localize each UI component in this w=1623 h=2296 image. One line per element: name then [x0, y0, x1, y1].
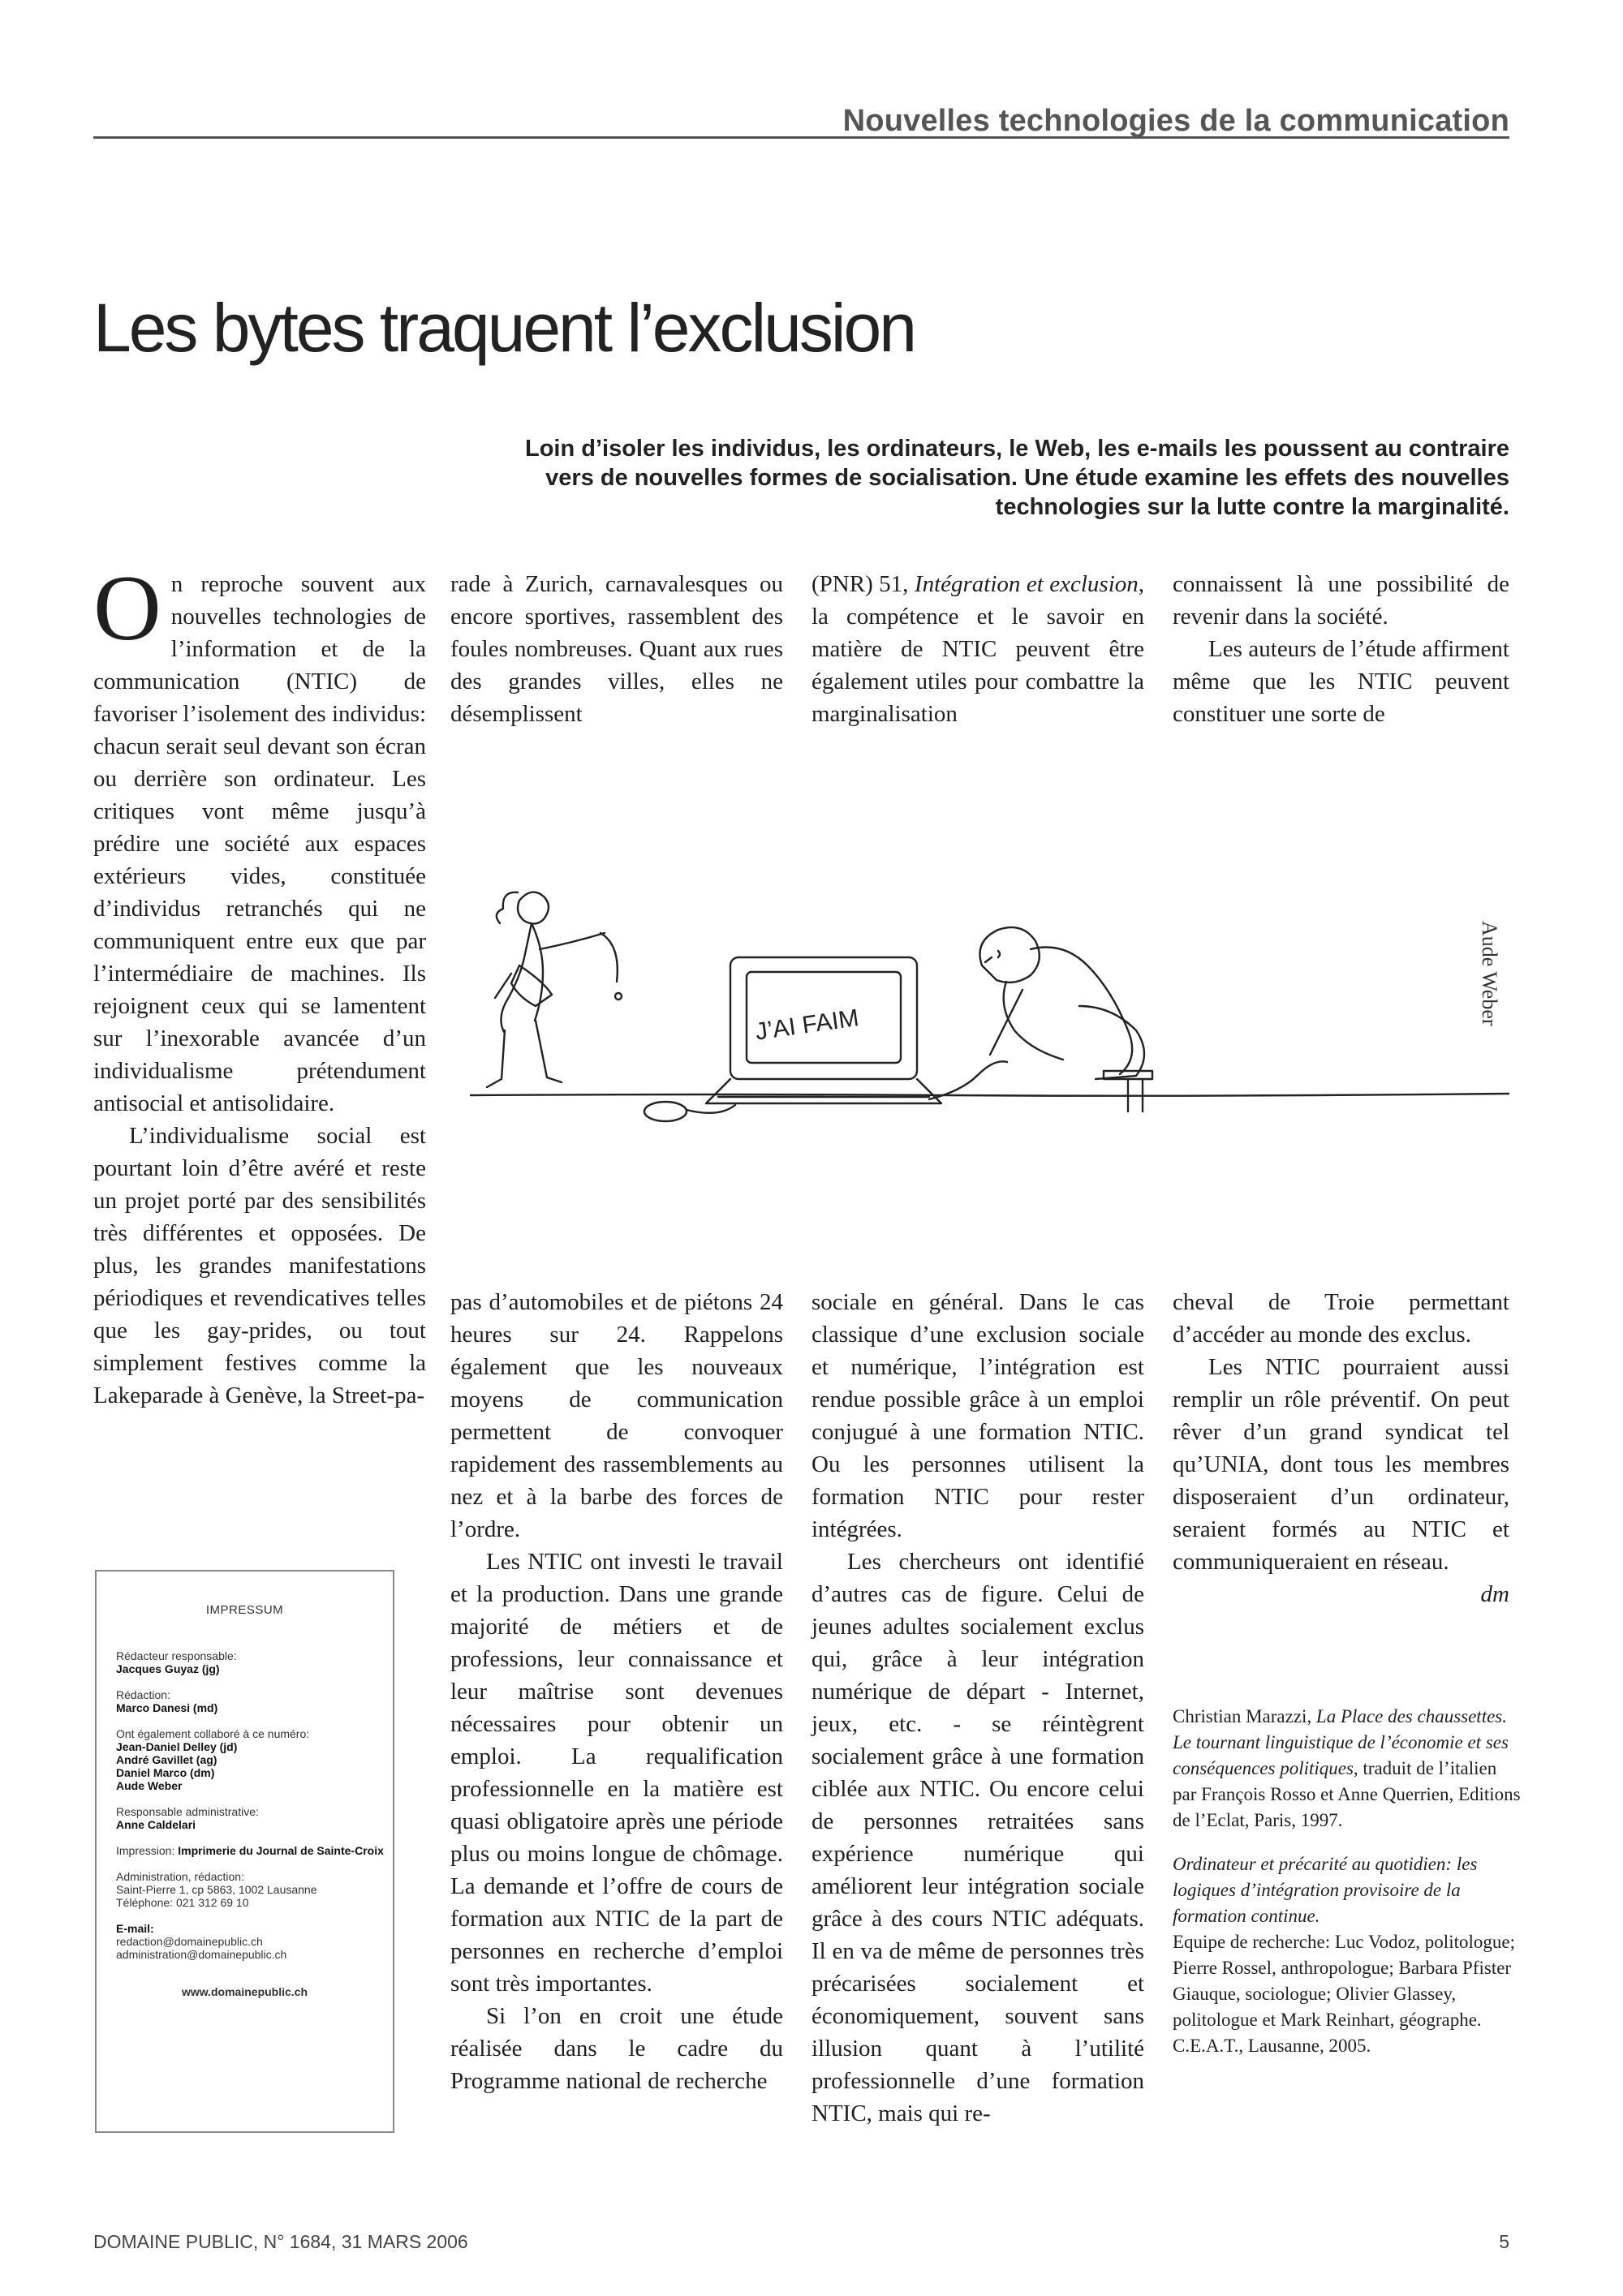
- column-4-top: [1173, 568, 1509, 730]
- impressum-collaborators: [116, 1727, 393, 1792]
- author-signature: dm: [1480, 1581, 1509, 1607]
- ref-title: Ordinateur et précarité au quotidien: les logiques d’intégration provisoire de la formation continue.: [1173, 1854, 1478, 1926]
- label: Administration, rédaction:: [116, 1870, 244, 1883]
- paragraph: [93, 557, 426, 1120]
- crouching-figure: [980, 927, 1153, 1111]
- impressum-title: IMPRESSUM: [205, 1603, 284, 1617]
- paragraph-text: Les NTIC pourraient aussi remplir un rôle préventif. On peut rêver d’un grand syndicat tel qu’UNIA, dont tous les membres disposeraient d’un ordinateur, seraient formés au NTIC et communiqueraient en réseau.: [1173, 1354, 1509, 1575]
- impressum-address: [116, 1870, 393, 1909]
- illustration-credit: Aude Weber: [1478, 921, 1501, 1026]
- paragraph: Si l’on en croit une étude réalisée dans le cadre du Programme national de recherche: [450, 2003, 783, 2094]
- label: Rédacteur responsable:: [116, 1649, 237, 1662]
- section-title: Nouvelles technologies de la communication: [842, 104, 1509, 138]
- column-2-bottom: [450, 1286, 783, 2097]
- paragraph: cheval de Troie permettant d’accéder au monde des exclus.: [1173, 1289, 1509, 1348]
- impressum-email: [116, 1922, 393, 1961]
- paragraph: [1173, 1351, 1509, 1607]
- impressum-redacteur: [116, 1649, 393, 1675]
- dropcap: O: [93, 557, 161, 660]
- column-4-bottom: [1173, 1286, 1509, 1610]
- woman-figure: [487, 892, 605, 1087]
- column-2-top: [450, 568, 783, 730]
- value: Anne Caldelari: [116, 1818, 196, 1831]
- label: Rédaction:: [116, 1688, 170, 1701]
- ref-details: , traduit de l’italien par François Rosso et Anne Querrien, Editions de l’Eclat, Paris, 1997.: [1173, 1758, 1521, 1830]
- email-link[interactable]: redaction@domainepublic.ch: [116, 1935, 263, 1948]
- footer-publication: DOMAINE PUBLIC, N° 1684, 31 MARS 2006: [93, 2231, 468, 2252]
- value: Saint-Pierre 1, cp 5863, 1002 Lausanne: [116, 1883, 317, 1896]
- program-title: Intégration et exclusion: [914, 571, 1139, 597]
- ground-line: [471, 1094, 1509, 1096]
- paragraph: Les chercheurs ont identifié d’autres cas de figure. Celui de jeunes adultes socialement exclus qui, grâce à leur intégration numérique de départ - Internet, jeux, etc. - se réintègrent socialement grâce à une formation ciblée aux NTIC. Ou encore celui de personnes retraitées sans expérience numérique qui améliorent leur intégration sociale grâce à des cours NTIC adéquats. Il en va de même de personnes très précarisées socialement et économiquement, souvent sans illusion quant à l’utilité professionnelle d’une formation NTIC, mais qui re-: [812, 1549, 1144, 2126]
- collaborator: André Gavillet (ag): [116, 1753, 217, 1766]
- references: [1173, 1704, 1522, 2077]
- email-link[interactable]: administration@domainepublic.ch: [116, 1948, 287, 1961]
- paragraph-text: n reproche souvent aux nouvelles technologies de l’information et de la communication (NTIC) de favoriser l’isolement des individus: chacun serait seul devant son écran ou derrière son ordinateur. Les critiques vont même jusqu’à prédire une société aux espaces extérieurs vides, constituée d’individus retranchés qui ne communiquent entre eux que par l’intermédiaire de machines. Ils rejoignent ceux qui se lamentent sur l’inexorable avancée d’un individualisme prétendument antisocial et antisolidaire.: [93, 571, 426, 1116]
- paragraph: connaissent là une possibilité de revenir dans la société.: [1173, 571, 1509, 630]
- paragraph: pas d’automobiles et de piétons 24 heures sur 24. Rappelons également que les nouveaux moyens de communication permettent de convoquer rapidement des rassemblements au nez et à la barbe des forces de l’ordre.: [450, 1289, 783, 1542]
- collaborator: Daniel Marco (dm): [116, 1766, 215, 1779]
- value: Imprimerie du Journal de Sainte-Croix: [178, 1844, 384, 1857]
- crumb-trajectory: [601, 933, 618, 982]
- screen-text: J’AI FAIM: [753, 1004, 861, 1046]
- impressum-box: [95, 1570, 394, 2133]
- paragraph: rade à Zurich, carnavalesques ou encore sportives, rassemblent des foules nombreuses. Quant aux rues des grandes villes, elles ne désemplissent: [450, 571, 783, 727]
- mouse-cable: [687, 1105, 735, 1113]
- computer-mouse: [644, 1102, 687, 1121]
- text: , la compétence et le savoir en matière de NTIC peuvent être également utiles pour combattre la marginalisation: [812, 571, 1144, 727]
- paragraph: sociale en général. Dans le cas classique d’une exclusion sociale et numérique, l’intégration est rendue possible grâce à un emploi conjugué à une formation NTIC. Ou les personnes utilisent la formation NTIC pour rester intégrées.: [812, 1289, 1144, 1542]
- reference-2: [1173, 1851, 1522, 2059]
- paragraph: L’individualisme social est pourtant loin d’être avéré et reste un projet porté par des sensibilités très différentes et opposées. De plus, les grandes manifestations périodiques et revendicatives telles que les gay-prides, ou tout simplement festives comme la Lakeparade à Genève, la Street-pa-: [93, 1123, 426, 1408]
- label: Ont également collaboré à ce numéro:: [116, 1727, 310, 1740]
- text: (PNR) 51,: [812, 571, 915, 597]
- impressum-admin: [116, 1805, 393, 1831]
- impressum-redaction: [116, 1688, 393, 1714]
- value: Jacques Guyaz (jg): [116, 1662, 220, 1675]
- header-rule: [93, 136, 1509, 139]
- phone: Téléphone: 021 312 69 10: [116, 1896, 249, 1909]
- ref-author: Christian Marazzi,: [1173, 1706, 1316, 1726]
- column-1: [93, 557, 426, 1412]
- collaborator: Jean-Daniel Delley (jd): [116, 1740, 238, 1753]
- page-number: 5: [1499, 2231, 1509, 2252]
- reference-1: [1173, 1704, 1522, 1834]
- ref-title: La Place des chaussettes. Le tournant linguistique de l’économie et ses conséquences politiques: [1173, 1706, 1509, 1778]
- column-3-top: [812, 568, 1144, 730]
- label: E-mail:: [116, 1922, 154, 1935]
- cable: [929, 1061, 1007, 1099]
- column-3-bottom: [812, 1286, 1144, 2130]
- label: Impression:: [116, 1844, 179, 1857]
- collaborator: Aude Weber: [116, 1779, 183, 1792]
- impressum-printer: [116, 1844, 393, 1857]
- website-link[interactable]: www.domainepublic.ch: [181, 1985, 308, 1998]
- paragraph: Les auteurs de l’étude affirment même que les NTIC peuvent constituer une sorte de: [1173, 636, 1509, 727]
- value: Marco Danesi (md): [116, 1701, 218, 1714]
- ref-details: Equipe de recherche: Luc Vodoz, politologue; Pierre Rossel, anthropologue; Barbara Pfister Giauque, sociologue; Olivier Glassey, politologue et Mark Reinhart, géographe. C.E.A.T., Lausanne, 2005.: [1173, 1932, 1515, 2056]
- article-title: Les bytes traquent l’exclusion: [93, 290, 915, 367]
- crumb: [615, 993, 622, 1000]
- cartoon-illustration: [463, 876, 1509, 1185]
- article-lead: Loin d’isoler les individus, les ordinateurs, le Web, les e-mails les poussent au contraire vers de nouvelles formes de socialisation. Une étude examine les effets des nouvelles technologies sur la lutte contre la marginalité.: [525, 436, 1509, 520]
- paragraph: Les NTIC ont investi le travail et la production. Dans une grande majorité de métiers et de professions, leur connaissance et leur maîtrise sont devenues nécessaires pour obtenir un emploi. La requalification professionnelle en la matière est quasi obligatoire après une période plus ou moins longue de chômage. La demande et l’offre de cours de formation aux NTIC de la part de personnes en recherche d’emploi sont très importantes.: [450, 1549, 783, 1997]
- label: Responsable administrative:: [116, 1805, 259, 1818]
- paragraph: [812, 568, 1144, 730]
